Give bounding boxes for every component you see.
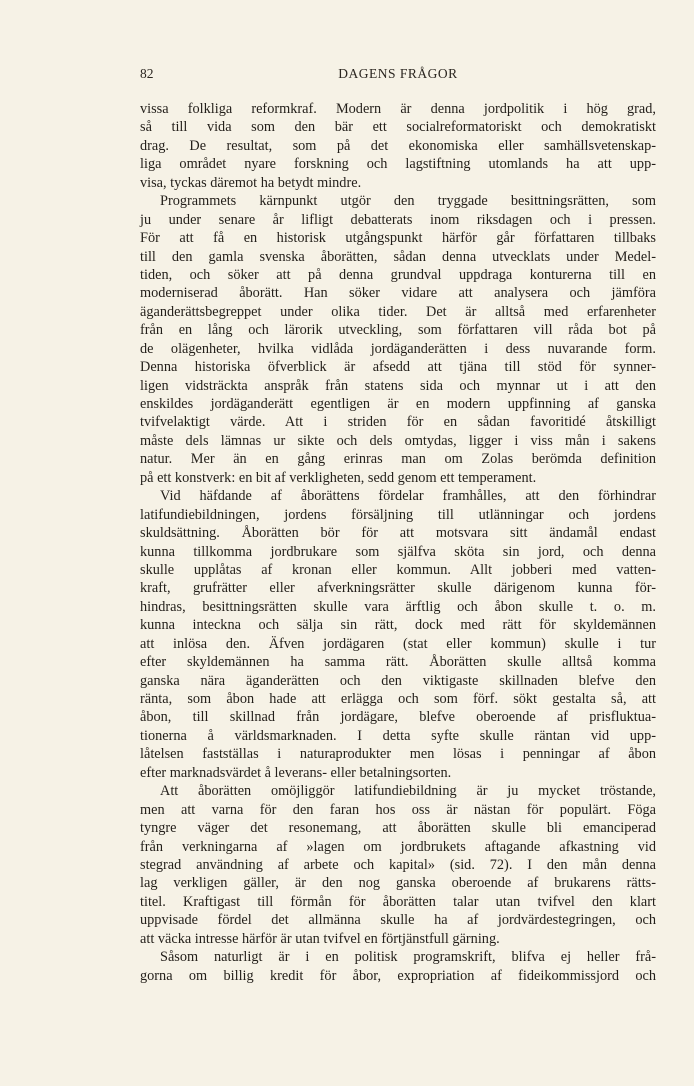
text-line: liga området nyare forskning och lagstiftning utomlands ha att upp- bbox=[140, 156, 656, 173]
page-header bbox=[140, 66, 656, 86]
text-line: från verkningarna af »lagen om jordbrukets aftagande afkastning vid bbox=[140, 838, 656, 855]
text-line: efter skyldemännen ha samma rätt. Åborätten skulle alltså komma bbox=[140, 654, 656, 671]
text-line: låtelsen fastställas i naturaprodukter men lösas i penningar af åbon bbox=[140, 746, 656, 763]
text-line: lag verkligen gäller, är den nog ganska oberoende af brukarens rätts- bbox=[140, 875, 656, 892]
text-line: tvifvelaktigt värde. Att i striden för en sådan favoritidé åtskilligt bbox=[140, 414, 656, 431]
text-line: men att varna för den faran hos oss är nästan för populärt. Föga bbox=[140, 801, 656, 818]
text-line: visa, tyckas däremot ha betydt mindre. bbox=[140, 174, 362, 191]
text-line: tionerna å världsmarknaden. I detta syfte skulle räntan vid upp- bbox=[140, 727, 656, 744]
text-line: de olägenheter, hvilka vidlåda jordäganderätten i dess nuvarande form. bbox=[140, 340, 656, 357]
text-line: att väcka intresse härför är utan tvifvel en förtjänstfull gärning. bbox=[140, 930, 500, 947]
text-line: kunna tillkomma jordbrukare som själfva sköta sin jord, och denna bbox=[140, 543, 656, 560]
text-line: till den gamla svenska åborätten, sådan denna utvecklats under Medel- bbox=[140, 248, 656, 265]
text-line: ränta, som åbon hade att erlägga och som förf. sökt gestalta så, att bbox=[140, 691, 656, 707]
text-line: Att åborätten omöjliggör latifundiebildning är ju mycket tröstande, bbox=[160, 783, 656, 800]
text-line: titel. Kraftigast till förmån för åborätten talar utan tvifvel den klart bbox=[140, 893, 656, 910]
text-line: äganderättsbegreppet under olika tider. Det är alltså med erfarenheter bbox=[140, 303, 656, 320]
text-line: hindras, besittningsrätten skulle vara ärftlig och åbon skulle t. o. m. bbox=[140, 598, 656, 615]
text-line: tyngre väger det resonemang, att åborätten skulle bli emanciperad bbox=[140, 820, 656, 837]
text-line: från en lång och lärorik utveckling, som författaren vill råda bot på bbox=[140, 322, 656, 339]
text-line: natur. Mer än en gång erinras man om Zolas berömda definition bbox=[140, 451, 656, 468]
running-title: DAGENS FRÅGOR bbox=[338, 66, 458, 81]
text-line: vissa folkliga reformkraf. Modern är denna jordpolitik i hög grad, bbox=[140, 101, 656, 117]
text-line: Såsom naturligt är i en politisk programskrift, blifva ej heller frå- bbox=[160, 949, 656, 966]
text-line: skuldsättning. Åborätten bör för att motsvara sitt ändamål endast bbox=[140, 525, 656, 542]
text-line: För att få en historisk utgångspunkt härför går författaren tillbaks bbox=[140, 230, 656, 247]
text-line: skulle upplåtas af kronan eller kommun. Allt jobberi med vatten- bbox=[140, 561, 656, 578]
body-text bbox=[140, 100, 656, 985]
text-line: Vid häfdande af åborättens fördelar framhålles, att den förhindrar bbox=[160, 488, 656, 505]
text-line: på ett konstverk: en bit af verkligheten, sedd genom ett temperament. bbox=[140, 469, 537, 486]
text-line: kraft, grufrätter eller afverkningsrätter skulle därigenom kunna för- bbox=[140, 580, 656, 597]
text-line: ju under senare år lifligt debatterats inom riksdagen och i pressen. bbox=[140, 211, 656, 228]
text-line: måste dels lämnas ur sikte och dels omtydas, ligger i viss mån i sakens bbox=[140, 432, 656, 449]
text-line: gorna om billig kredit för åbor, expropriation af fideikommissjord och bbox=[140, 967, 656, 984]
text-line: kunna inteckna och sälja sin rätt, dock med rätt för skyldemännen bbox=[140, 617, 656, 634]
text-line: att inlösa den. Äfven jordägaren (stat eller kommun) skulle i tur bbox=[140, 635, 656, 652]
text-line: drag. De resultat, som på det ekonomiska eller samhällsvetenskap- bbox=[140, 137, 656, 154]
page-number: 82 bbox=[140, 66, 154, 81]
text-line: tiden, och söker att på denna grundval uppdraga konturerna till en bbox=[140, 266, 656, 283]
text-line: Programmets kärnpunkt utgör den tryggade besittningsrätten, som bbox=[160, 193, 656, 210]
text-line: ligen vidsträckta anspråk från statens sida och mynnar ut i att den bbox=[140, 377, 656, 394]
text-line: moderniserad åborätt. Han söker vidare att analysera och jämföra bbox=[140, 285, 656, 302]
text-line: ganska nära äganderätten och den viktigaste skillnaden blefve den bbox=[140, 672, 656, 689]
text-line: uppvisade fördel det allmänna skulle ha af jordvärdestegringen, och bbox=[140, 912, 656, 929]
text-line: Denna historiska öfverblick är afsedd att tjäna till stöd för synner- bbox=[140, 359, 656, 376]
text-line: latifundiebildningen, jordens försäljning till utlänningar och jordens bbox=[140, 506, 656, 523]
text-line: åbon, till skillnad från jordägare, blefve oberoende af prisfluktua- bbox=[140, 709, 656, 726]
text-line: efter marknadsvärdet å leverans- eller betalningsorten. bbox=[140, 764, 452, 781]
text-line: enskildes jordäganderätt egentligen är en modern uppfinning af ganska bbox=[140, 396, 656, 412]
text-line: så till vida som den bär ett socialreformatoriskt och demokratiskt bbox=[140, 119, 656, 136]
text-line: stegrad användning af arbete och kapital» (sid. 72). I den mån denna bbox=[140, 856, 656, 873]
